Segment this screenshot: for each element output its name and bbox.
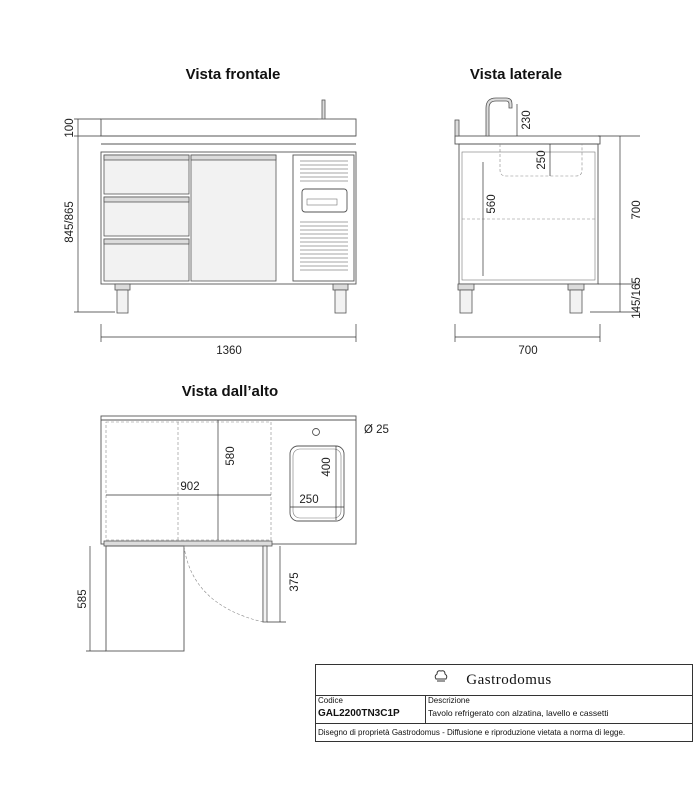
dim-side-tap: 230 — [521, 110, 533, 130]
top-door-swing — [184, 546, 263, 622]
front-drawer — [104, 155, 189, 194]
top-view — [77, 416, 389, 651]
front-view — [64, 100, 356, 357]
top-door-open — [263, 546, 267, 622]
front-tap — [322, 100, 325, 119]
side-view-title: Vista laterale — [469, 66, 563, 83]
dim-side-height: 700 — [631, 200, 643, 220]
brand-logo — [316, 665, 692, 696]
dim-top-580: 580 — [225, 446, 237, 466]
brand-name: Gastrodomus — [466, 672, 552, 688]
front-view-title: Vista frontale — [185, 66, 281, 83]
code-value: GAL2200TN3C1P — [318, 708, 400, 719]
top-view-title: Vista dall’alto — [181, 383, 279, 400]
side-worktop — [455, 136, 600, 144]
code-label: Codice — [318, 696, 343, 705]
side-upstand — [455, 120, 459, 136]
top-drawer-open — [106, 546, 184, 651]
dim-side-inner: 560 — [486, 194, 498, 214]
copyright-note: Disegno di proprietà Gastrodomus - Diffusione e riproduzione vietata a norma di legge. — [318, 728, 626, 737]
front-drawer — [104, 239, 189, 281]
dim-side-sink-depth: 250 — [536, 150, 548, 170]
dim-top-400: 400 — [321, 457, 333, 477]
dim-top-375: 375 — [289, 572, 301, 592]
top-door-hinge — [104, 541, 272, 546]
front-leg — [115, 284, 130, 290]
dim-side-depth: 700 — [518, 345, 538, 357]
description-label: Descrizione — [428, 696, 470, 705]
front-upstand — [101, 119, 356, 136]
chef-hat-icon — [433, 668, 449, 684]
dim-top-hole: Ø 25 — [364, 424, 389, 436]
dim-front-height: 845/865 — [64, 201, 76, 243]
side-body — [459, 144, 598, 284]
front-leg — [333, 284, 348, 290]
front-control-panel — [302, 189, 347, 212]
dim-front-width: 1360 — [216, 345, 242, 357]
dim-top-585: 585 — [77, 589, 89, 609]
top-tap-hole — [313, 429, 320, 436]
front-drawer — [104, 197, 189, 236]
front-vent-grille-top — [300, 161, 348, 181]
side-leg — [458, 284, 474, 290]
side-view — [455, 98, 643, 357]
title-block — [315, 664, 693, 742]
dim-top-250: 250 — [299, 494, 319, 506]
side-leg — [568, 284, 584, 290]
side-tap — [486, 98, 512, 136]
dim-front-upstand: 100 — [64, 118, 76, 138]
dim-side-legs: 145/165 — [631, 277, 643, 319]
dim-top-902: 902 — [180, 481, 200, 493]
front-door — [191, 155, 276, 281]
description-value: Tavolo refrigerato con alzatina, lavello e cassetti — [428, 708, 609, 718]
front-vent-grille-bottom — [300, 222, 348, 270]
